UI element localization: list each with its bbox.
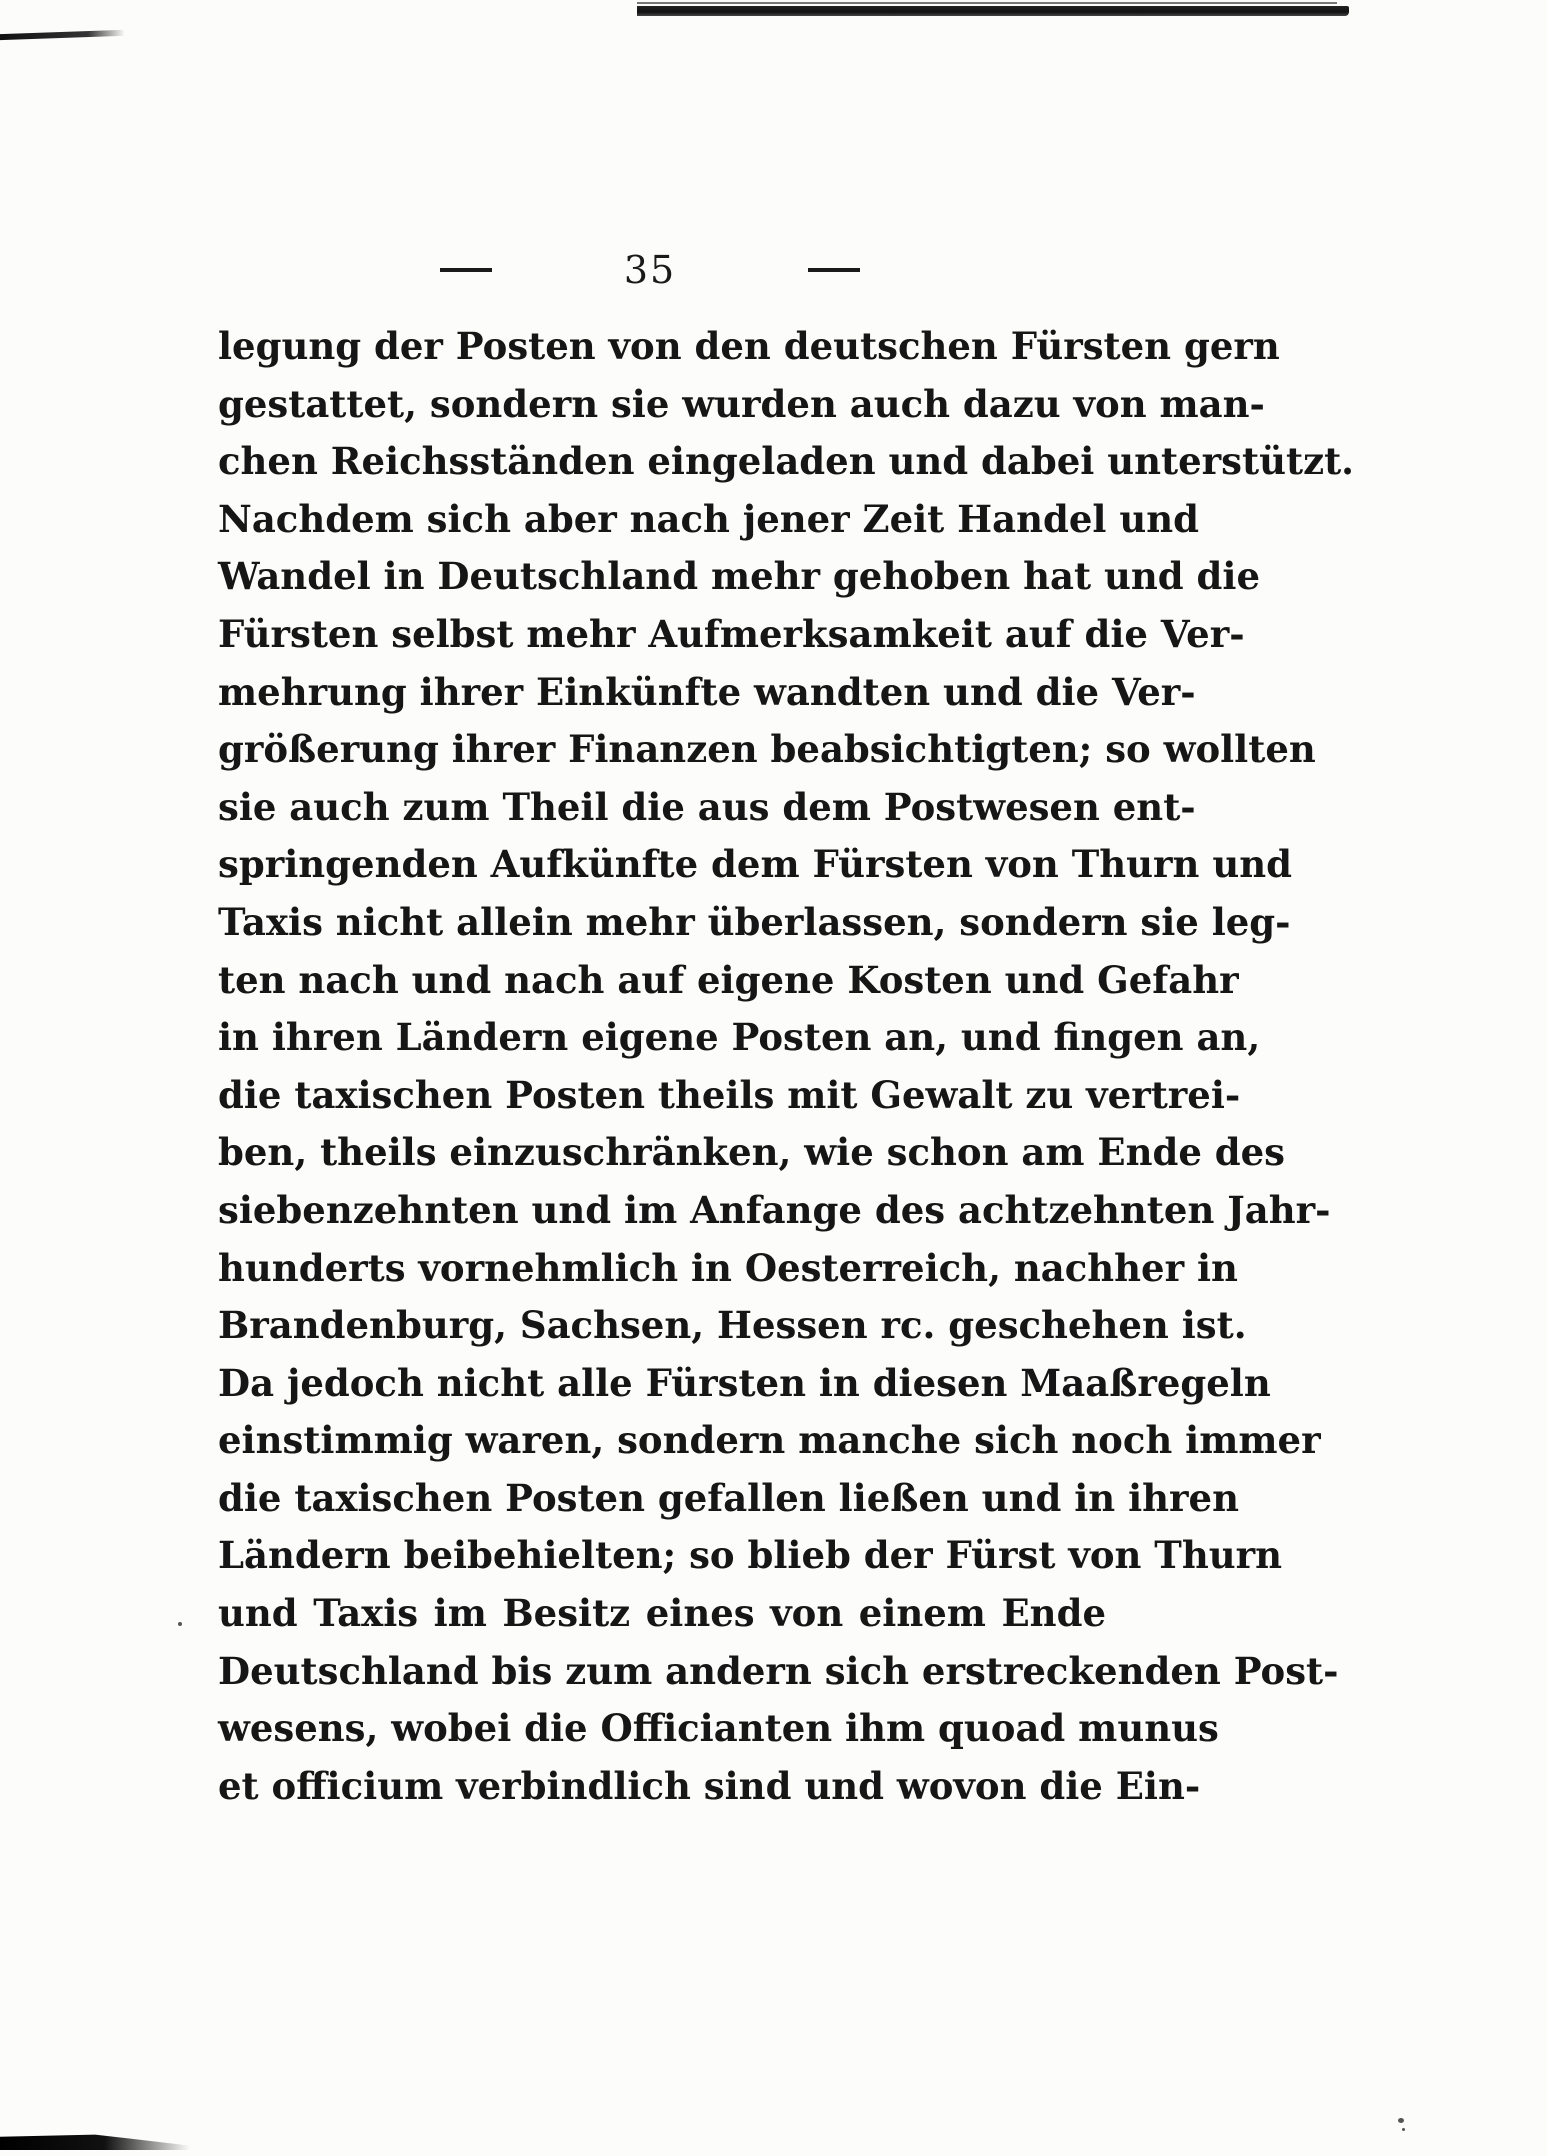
- text-line: ben, theils einzuschränken, wie schon am Ende des: [218, 1130, 1286, 1175]
- scan-speck: [1402, 2128, 1405, 2131]
- running-head-dash-left: [440, 268, 492, 272]
- text-line: hunderts vornehmlich in Oesterreich, nachher in: [218, 1245, 1238, 1290]
- text-line: Wandel in Deutschland mehr gehoben hat und die: [218, 554, 1260, 599]
- text-line: die taxischen Posten gefallen ließen und in ihren: [218, 1475, 1239, 1520]
- scan-streak-bottom-left: [0, 2128, 190, 2150]
- text-line: legung der Posten von den deutschen Fürsten gern: [218, 324, 1280, 368]
- scan-speck: [178, 1622, 182, 1626]
- text-line: Deutschland bis zum andern sich erstreckenden Post-: [218, 1648, 1339, 1693]
- text-line: siebenzehnten und im Anfange des achtzehnten Jahr-: [218, 1187, 1331, 1232]
- text-line: wesens, wobei die Officianten ihm quoad munus: [218, 1706, 1219, 1751]
- text-line: Nachdem sich aber nach jener Zeit Handel und: [218, 496, 1199, 541]
- running-head: [440, 240, 860, 300]
- text-line: in ihren Ländern eigene Posten an, und fingen an,: [218, 1015, 1261, 1060]
- text-line: sie auch zum Theil die aus dem Postwesen ent-: [218, 784, 1196, 829]
- text-line: Da jedoch nicht alle Fürsten in diesen Maaßregeln: [218, 1360, 1271, 1405]
- text-line: einstimmig waren, sondern manche sich noch immer: [218, 1418, 1321, 1463]
- scan-speck: [1398, 2118, 1404, 2123]
- text-line: mehrung ihrer Einkünfte wandten und die Ver-: [218, 669, 1196, 714]
- scan-streak-top-right: [637, 6, 1349, 16]
- text-line: et officium verbindlich sind und wovon die Ein-: [218, 1763, 1201, 1808]
- text-line: chen Reichsständen eingeladen und dabei unterstützt.: [218, 439, 1355, 484]
- scan-streak-top-left: [0, 30, 125, 40]
- scan-streak-top-thin: [637, 2, 1337, 4]
- text-line: gestattet, sondern sie wurden auch dazu von man-: [218, 381, 1265, 426]
- text-line: Taxis nicht allein mehr überlassen, sondern sie leg-: [218, 899, 1291, 944]
- text-line: die taxischen Posten theils mit Gewalt zu vertrei-: [218, 1072, 1241, 1117]
- text-line: Brandenburg, Sachsen, Hessen rc. geschehen ist.: [218, 1303, 1247, 1348]
- text-line: Ländern beibehielten; so blieb der Fürst von Thurn: [218, 1533, 1283, 1578]
- body-text: [218, 318, 1355, 1815]
- page-number: 35: [623, 248, 677, 292]
- text-line: ten nach und nach auf eigene Kosten und Gefahr: [218, 957, 1239, 1002]
- running-head-dash-right: [808, 268, 860, 272]
- text-line: springenden Aufkünfte dem Fürsten von Thurn und: [218, 842, 1292, 887]
- text-line: und Taxis im Besitz eines von einem Ende: [218, 1591, 1106, 1636]
- text-line: Fürsten selbst mehr Aufmerksamkeit auf die Ver-: [218, 611, 1245, 656]
- text-line: größerung ihrer Finanzen beabsichtigten; so wollten: [218, 727, 1316, 772]
